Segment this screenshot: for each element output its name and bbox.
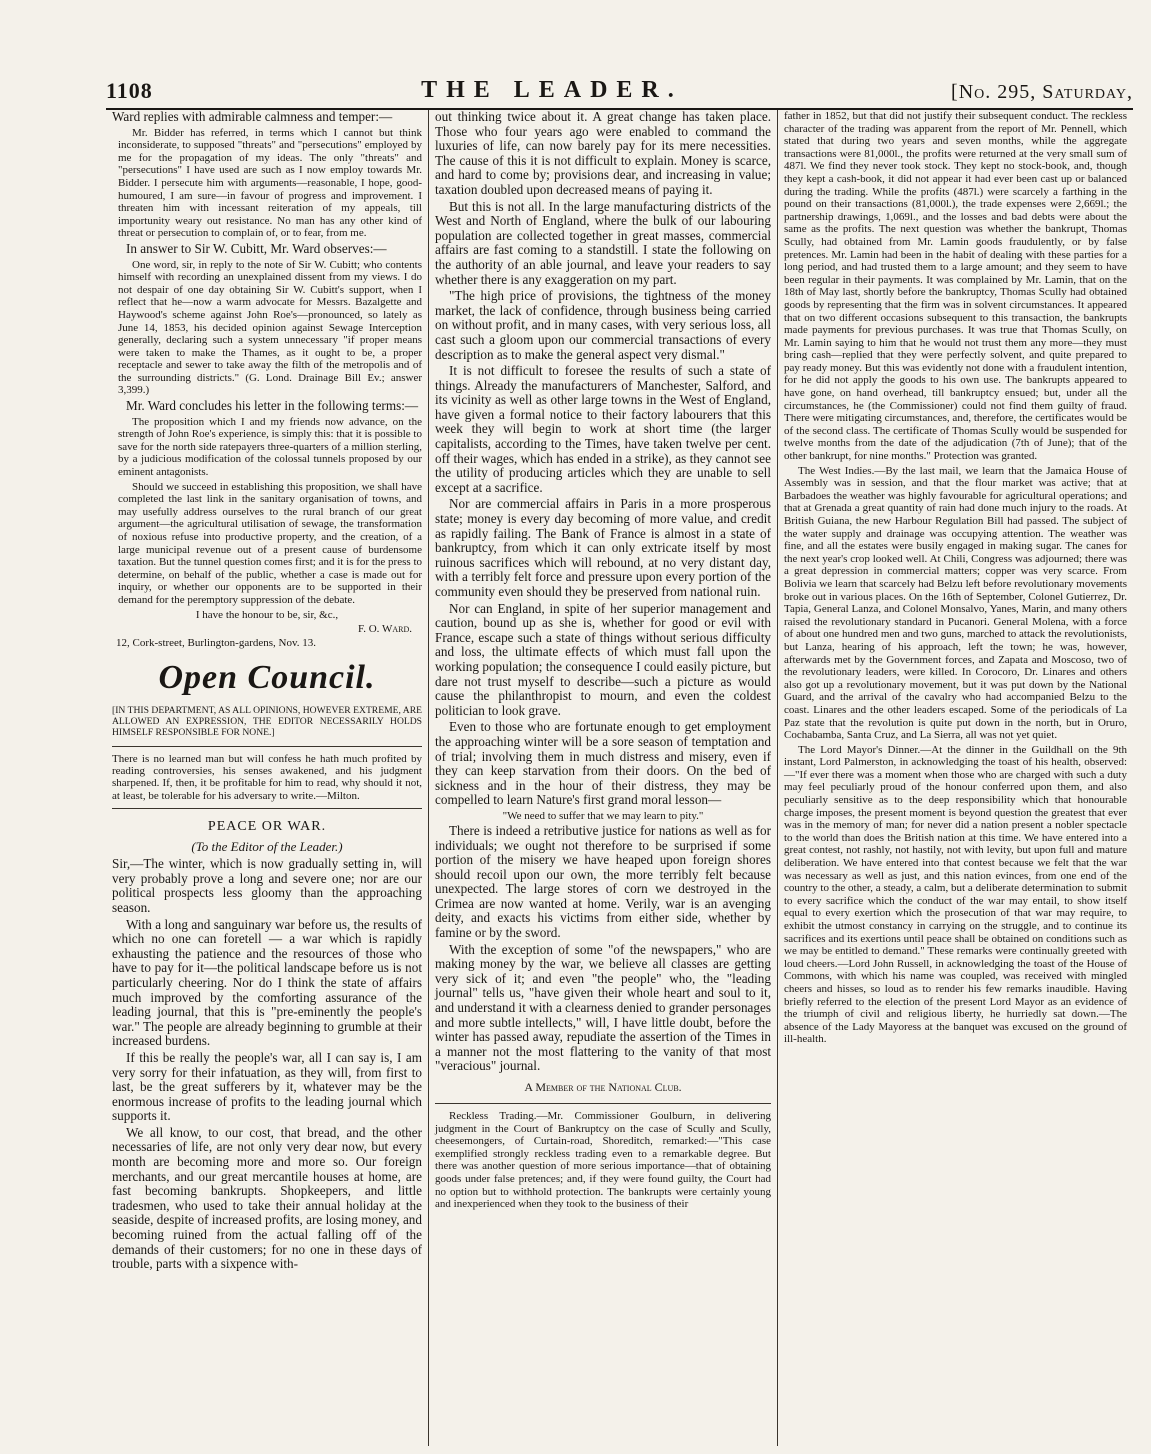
letter-signature: F. O. Ward. (357, 622, 412, 635)
paragraph: In answer to Sir W. Cubitt, Mr. Ward observes:— (126, 240, 387, 256)
columns (106, 110, 1133, 1446)
paragraph: But this is not all. In the large manufacturing districts of the West and North of England, where the bulk of our labouring population are collected together in great masses, commercial affairs are fast coming to a standstill. I state the following on the authority of an able journal, and leave your readers to say whether there is any exaggeration on my part. (435, 198, 771, 287)
page-number: 1108 (106, 78, 153, 103)
paragraph: Sir,—The winter, which is now gradually setting in, will very probably prove a long and severe one; nor are our political prospects less gloomy than the approaching season. (112, 856, 422, 915)
issue-label: [No. 295, Saturday, (951, 81, 1133, 103)
section-motto: There is no learned man but will confess he hath much profited by reading controversies, his senses awakened, and his judgment sharpened. If, then, it be profitable for him to read, why should it not, at least, be tolerable for his adversary to write.—Milton. (112, 753, 422, 810)
divider (435, 1103, 771, 1104)
column-2 (429, 110, 778, 1446)
news-item: father in 1852, but that did not justify their subsequent conduct. The reckless character of the trading was apparent from the report of Mr. Pennell, which stated that during two years and seven months, while the aggregate transactions were 81,000l., the profits were returned at the very small sum of 487l. We find they never took stock. They kept no stock-book, and, though they kept a cash-book, it did not appear it had ever been cast up or balanced during the trading. While the profits (487l.) were scarcely a farthing in the pound on their transactions (81,000l.), the trade expenses were 2,669l.; the partnership drawings, 1,069l., and the losses and bad debts were about the same as the profits. The next question was whether the bankrupt, Thomas Scully, had obtained from Mr. Lamin goods fraudulently, or by false pretences. Mr. Lamin had been in the habit of dealing with these parties for a long period, and had trusted them to a large amount; and they seem to have been regular in their payments. It was complained by Mr. Lamin, that on the 18th of May last, shortly before the bankruptcy, Thomas Scully had obtained goods by representing that the firm was in solvent circumstances. It appeared that on two different occasions subsequent to this transaction, the bankrupts made payments for previous purchases. It was true that Thomas Scully, on Mr. Lamin saying to him that he would not trust them any more—they must bring cash—replied that they were perfectly solvent, and quite prepared to pay ready money. But this was evidently not done with a fraudulent intention, for he did not apply the goods to his own use. The bankrupts appeared to have gone, on hand overhead, till bankruptcy ensued; but, under all the circumstances, he (the Commissioner) could not find them guilty of fraud. There were mitigating circumstances, and, therefore, the certificates would be of the second class. The certificate of Thomas Scully would be suspended for twelve months from the date of the adjudication (7th of June); that of the other bankrupt, for nine months." Protection was granted. (784, 110, 1127, 463)
paragraph: It is not difficult to foresee the results of such a state of things. Already the manufacturers of Manchester, Salford, and its vicinity as well as other large towns in the West of England, have given a formal notice to their factory labourers that this week they will begin to work at short time (the larger capitalists, according to the Times, have taken twelve per cent. off their wages, which has ended in a strike), as they cannot see the utility of producing articles which they are unable to sell except at a sacrifice. (435, 363, 771, 495)
paragraph: Nor can England, in spite of her superior management and caution, bound up as she is, whether for good or evil with France, escape such a state of things without serious difficulty and loss, the ultimate effects of which must fall upon the working population; the consequence I could easily picture, but dare not trust myself to describe—such a picture as would cause the philanthropist to mourn, and even the coldest politician to look grave. (435, 600, 771, 718)
column-1 (106, 110, 429, 1446)
paragraph: Mr. Ward concludes his letter in the following terms:— (126, 398, 419, 414)
quoted-paragraph: The proposition which I and my friends now advance, on the strength of John Roe's experience, is simply this: that it is possible to save for the north side ratepayers three-quarters of a million sterling, by a judicious modification of the colossal tunnels proposed by our eminent antagonists. (118, 415, 422, 479)
running-head (106, 70, 1133, 110)
paragraph: If this be really the people's war, all I can say is, I am very sorry for their infatuation, as they will, from first to last, be the great sufferers by it, whatever may be the enormous increase of profits to the leading journal which supports it. (112, 1049, 422, 1124)
paragraph: Nor are commercial affairs in Paris in a more prosperous state; money is every day becoming of more value, and credit as rapidly failing. The Bank of France is almost in a state of bankruptcy, from which it can only extricate itself by most ruinous sacrifices which will rebound, at no very distant day, with a terribly felt force and pressure upon every portion of the community even should they be preserved from national ruin. (435, 496, 771, 599)
news-item: The Lord Mayor's Dinner.—At the dinner in the Guildhall on the 9th instant, Lord Palmerston, in acknowledging the toast of his health, observed:—"If ever there was a moment when those who are charged with such a duty may feel peculiarly proud of the honour conferred upon them, and also peculiarly sensitive as to the deep responsibility which that honourable charge imposes, the present moment is beyond question the greatest that ever was in the memory of man; for never did a nation present a nobler spectacle to the world than does the British nation at this time. We have entered into a great contest, not rashly, not hastily, not with levity, but upon full and mature deliberation. We have entered into that contest because we felt that the war was necessary as well as just, and this nation evinces, from one end of the country to the other, a steady, a calm, but a deliberate determination to submit to every sacrifice which the conduct of the war may entail, to show itself equal to every exertion which the prosecution of that war may require, to exhibit the utmost constancy in carrying on the struggle, and to continue its sacrifices and its exertions until peace shall be obtained on conditions such as we may be entitled to demand." These remarks were continually greeted with loud cheers.—Lord John Russell, in acknowledging the toast of the House of Commons, with which his name was coupled, was received with mingled cheers and hisses, so loud as to render his few remarks inaudible. Having briefly referred to the election of the present Lord Mayor as an evidence of the triumph of civil and religious liberty, he hurriedly sat down.—The absence of the Lady Mayoress at the banquet was excused on the ground of ill-health. (784, 743, 1127, 1046)
paragraph: out thinking twice about it. A great change has taken place. Those who four years ago were enabled to command the luxuries of life, can now barely pay for its mere necessities. The cause of this it is not difficult to explain. Money is scarce, and hard to come by; provisions dear, and increasing in value; taxation doubled upon decreased means of paying it. (435, 110, 771, 197)
masthead-title: THE LEADER. (421, 77, 683, 103)
paragraph: Ward replies with admirable calmness and temper:— (112, 110, 393, 124)
inline-quote: "We need to suffer that we may learn to pity." (502, 809, 704, 822)
quoted-paragraph: One word, sir, in reply to the note of Sir W. Cubitt; who contents himself with recording an unexplained dissent from my views. I do not despair of one day obtaining Sir W. Cubitt's support, when I reflect that he—now a warm advocate for Messrs. Bazalgette and Haywood's scheme against John Roe's—pronounced, so lately as June 14, 1853, his decided opinion against Sewage Interception generally, declaring such a system unnecessary "if proper means were taken to make the Thames, as it ought to be, a proper receptacle and sewer to take away the filth of the metropolis and of the surrounding districts." (G. Lond. Drainage Bill Ev.; answer 3,399.) (118, 258, 422, 397)
news-item: Reckless Trading.—Mr. Commissioner Goulburn, in delivering judgment in the Court of Bankruptcy on the case of Scully and Scully, cheesemongers, of Curtain-road, Shoreditch, remarked:—"This case exemplified strongly reckless trading even to a remarkable degree. But there was another question of more serious importance—that of obtaining goods under false pretences; and, if they were found guilty, the Court had no option but to withhold protection. The bankrupts were certainly young and inexperienced when they took to the business of their (435, 1110, 771, 1211)
quoted-paragraph: Should we succeed in establishing this proposition, we shall have completed the last link in the sanitary organisation of towns, and may usefully address ourselves to the rural branch of our great argument—the agricultural utilisation of sewage, the transformation of noxious refuse into productive property, and the creation, of a large municipal revenue out of a present cause of burdensome taxation. But the tunnel question comes first; and it is for the press to determine, on behalf of the public, whether a case is made out for inquiry, or whether our opponents are to be supported in their demand for the peremptory suppression of the debate. (118, 480, 422, 606)
letter-title: PEACE OR WAR. (207, 819, 327, 835)
paragraph: There is indeed a retributive justice for nations as well as for individuals; we ought not therefore to be surprised if some portion of the misery we have heaped upon foreign shores should recoil upon our own, the more terribly felt because unexpected. The large stores of corn we destroyed in the Crimea are now wanted at home. Verily, war is an avenging deity, and exacts his victims from either side, whether by famine or by the sword. (435, 822, 771, 941)
letter-address: 12, Cork-street, Burlington-gardens, Nov. 13. (116, 636, 317, 649)
paragraph: We all know, to our cost, that bread, and the other necessaries of life, are not only very dear now, but every month are becoming more and more so. Our foreign merchants, and our great mercantile houses at home, are fast becoming bankrupts. Shopkeepers, and little tradesmen, who used to take their annual holiday at the seaside, despite of increased profits, are losing money, and becoming ruined from the actual falling off of the demands of their customers; for no one in these days of trouble, parts with a sixpence with- (112, 1124, 422, 1272)
letter-signoff: A Member of the National Club. (524, 1080, 682, 1094)
letter-subtitle: (To the Editor of the Leader.) (191, 839, 343, 855)
paragraph: With a long and sanguinary war before us, the results of which no one can foretell — a war which is rapidly exhausting the patience and the resources of those who have to pay for it—the political landscape before us is not particularly cheering. Nor do I think the state of affairs much improved by the comforting assurance of the leading journal, that this is "pre-eminently the people's war." The people are already beginning to grumble at their increased burdens. (112, 916, 422, 1049)
editorial-disclaimer: [IN THIS DEPARTMENT, AS ALL OPINIONS, HOWEVER EXTREME, ARE ALLOWED AN EXPRESSION, THE EDITOR NECESSARILY HOLDS HIMSELF RESPONSIBLE FOR NONE.] (112, 705, 422, 747)
paragraph: "The high price of provisions, the tightness of the money market, the lack of confidence, through business being carried on without profit, and in many cases, with very serious loss, all cast such a gloom upon our commercial transactions of every description as to make the general aspect very dismal." (435, 288, 771, 362)
paragraph: Even to those who are fortunate enough to get employment the approaching winter will be a sore season of temptation and of trial; involving them in much distress and misery, even if they can keep starvation from their doors. On the bed of sickness and in the hour of their distress, they may be compelled to learn Nature's first grand moral lesson— (435, 719, 771, 808)
column-3 (778, 110, 1133, 1446)
letter-closing: I have the honour to be, sir, &c., (195, 608, 339, 621)
section-title: Open Council. (158, 658, 376, 696)
paragraph: With the exception of some "of the newspapers," who are making money by the war, we believe all classes are getting very sick of it; and even "the people" who, the "leading journal" tells us, "have given their whole heart and soul to it, and understand it with a clearness denied to grander personages and more subtle intellects," will, I have little doubt, before the winter has passed away, repudiate the assertion of the Times in a manner not the most flattering to the vanity of that most "veracious" journal. (435, 941, 771, 1074)
quoted-paragraph: Mr. Bidder has referred, in terms which I cannot but think inconsiderate, to supposed "threats" and "persecutions" employed by me for the propagation of my ideas. The only "threats" and "persecutions" I have used are such as I now employ towards Mr. Bidder. I persecute him with arguments—reasonable, I hope, good-humoured, I am sure—in favour of progress and improvement. I threaten him with incessant reiteration of my appeals, till importunity weary out resistance. No man has any other kind of threat or persecution to complain of, or to fear, from me. (118, 126, 422, 240)
news-item: The West Indies.—By the last mail, we learn that the Jamaica House of Assembly was in session, and that the flour market was active; that at Barbadoes the weather was highly favourable for agricultural operations; and that at Grenada a great quantity of rain had done much injury to the roads. At British Guiana, the new Harbour Regulation Bill had passed. The subject of the water supply and drainage was occupying attention. The weather was fine, and all the estates were busily engaged in making sugar. The canes for the next year's crop looked well. At Chili, Congress was adjourned; there was a great depression in commercial matters; copper was very scarce. From Bolivia we learn that scarcely had Belzu left before revolutionary movements broke out in various places. On the 16th of September, Colonel Gutierrez, Dr. Tapia, General Lanza, and Colonel Monsalvo, Yanes, Marin, and many others raised the revolutionary standard in Pucanori. General Molena, with a force of about one hundred men and two guns, marched to attack the revolutionists, but Lanza, hearing of his approach, left the town; he was, however, afterwards met by the Government forces, and Zapata and Moscoso, two of the revolutionary leaders, were killed. In Corocoro, Dr. Linares and others also got up a revolutionary movement, but it was put down by the National Guard, and the arrival of the cavalry who had accompanied Belzu to the coast. Linares and the other leaders escaped. Some of the periodicals of La Paz state that the revolution is quite put down in the north, but in Oruro, Cochabamba, Santa Cruz, and La Sierra, all was not yet quiet. (784, 464, 1127, 742)
